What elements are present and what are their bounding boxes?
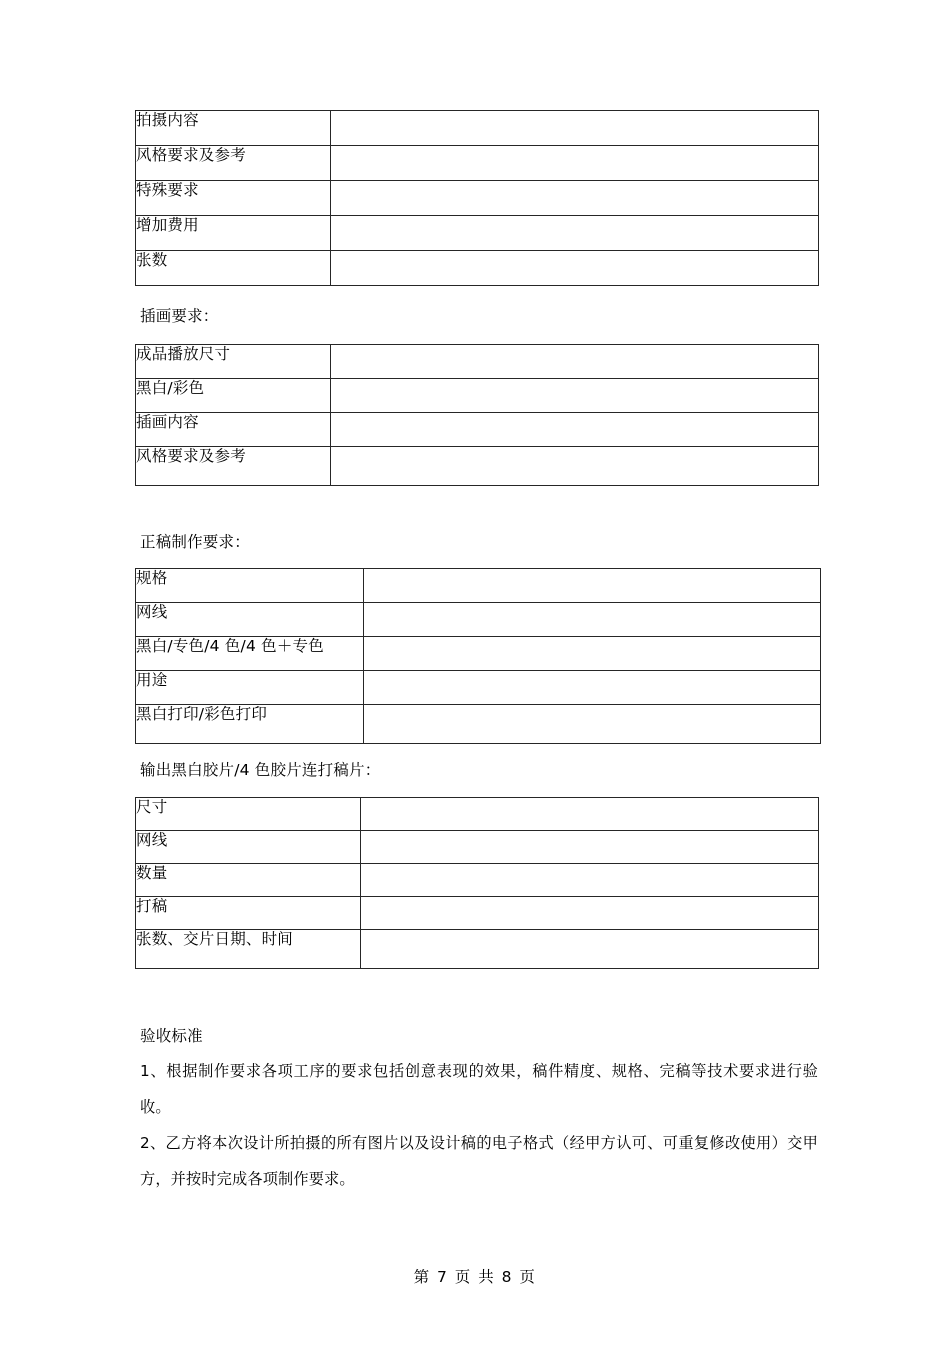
row-value[interactable] — [361, 930, 819, 969]
table-row — [136, 345, 819, 379]
table-row — [136, 379, 819, 413]
row-label: 网线 — [136, 831, 361, 864]
row-label: 打稿 — [136, 897, 361, 930]
row-label: 数量 — [136, 864, 361, 897]
table-row — [136, 569, 821, 603]
table-row — [136, 798, 819, 831]
illustration-requirements-table — [135, 344, 819, 486]
table-row — [136, 251, 819, 286]
row-value[interactable] — [361, 798, 819, 831]
row-value[interactable] — [364, 671, 821, 705]
photography-requirements-table-wrap — [135, 110, 819, 286]
row-value[interactable] — [364, 705, 821, 744]
row-value[interactable] — [331, 413, 819, 447]
table-row — [136, 111, 819, 146]
row-label: 插画内容 — [136, 413, 331, 447]
table-row — [136, 216, 819, 251]
film-output-heading: 输出黑白胶片/4 色胶片连打稿片： — [140, 761, 381, 779]
row-value[interactable] — [331, 146, 819, 181]
table-row — [136, 671, 821, 705]
row-value[interactable] — [331, 447, 819, 486]
row-value[interactable] — [331, 379, 819, 413]
row-value[interactable] — [331, 216, 819, 251]
row-label: 风格要求及参考 — [136, 146, 331, 181]
row-label: 黑白/彩色 — [136, 379, 331, 413]
page-footer: 第 7 页 共 8 页 — [413, 1268, 537, 1286]
table-row — [136, 603, 821, 637]
row-value[interactable] — [331, 345, 819, 379]
final-draft-production-table — [135, 568, 821, 744]
illustration-requirements-heading: 插画要求： — [140, 307, 219, 325]
table-row — [136, 864, 819, 897]
row-label: 尺寸 — [136, 798, 361, 831]
row-value[interactable] — [364, 637, 821, 671]
row-label: 规格 — [136, 569, 364, 603]
row-label: 拍摄内容 — [136, 111, 331, 146]
row-value[interactable] — [331, 181, 819, 216]
row-label: 张数 — [136, 251, 331, 286]
row-label: 黑白打印/彩色打印 — [136, 705, 364, 744]
acceptance-item-2: 2、乙方将本次设计所拍摄的所有图片以及设计稿的电子格式（经甲方认可、可重复修改使用）交甲方，并按时完成各项制作要求。 — [140, 1134, 818, 1188]
row-label: 网线 — [136, 603, 364, 637]
acceptance-item-1: 1、根据制作要求各项工序的要求包括创意表现的效果，稿件精度、规格、完稿等技术要求进行验收。 — [140, 1062, 818, 1116]
table-row — [136, 897, 819, 930]
row-value[interactable] — [361, 831, 819, 864]
row-value[interactable] — [361, 864, 819, 897]
table-row — [136, 447, 819, 486]
row-value[interactable] — [331, 111, 819, 146]
row-value[interactable] — [364, 569, 821, 603]
row-label: 用途 — [136, 671, 364, 705]
row-label: 特殊要求 — [136, 181, 331, 216]
table-row — [136, 146, 819, 181]
table-row — [136, 637, 821, 671]
table-row — [136, 930, 819, 969]
final-draft-production-heading: 正稿制作要求： — [140, 533, 250, 551]
photography-requirements-table — [135, 110, 819, 286]
acceptance-criteria-heading: 验收标准 — [140, 1027, 203, 1045]
row-label: 黑白/专色/4 色/4 色＋专色 — [136, 637, 364, 671]
table-row — [136, 831, 819, 864]
row-label: 成品播放尺寸 — [136, 345, 331, 379]
row-value[interactable] — [331, 251, 819, 286]
row-value[interactable] — [364, 603, 821, 637]
table-row — [136, 705, 821, 744]
film-output-table — [135, 797, 819, 969]
row-value[interactable] — [361, 897, 819, 930]
illustration-requirements-table-wrap — [135, 344, 819, 486]
final-draft-production-table-wrap — [135, 568, 821, 744]
film-output-table-wrap — [135, 797, 819, 969]
table-row — [136, 181, 819, 216]
row-label: 风格要求及参考 — [136, 447, 331, 486]
row-label: 张数、交片日期、时间 — [136, 930, 361, 969]
row-label: 增加费用 — [136, 216, 331, 251]
table-row — [136, 413, 819, 447]
